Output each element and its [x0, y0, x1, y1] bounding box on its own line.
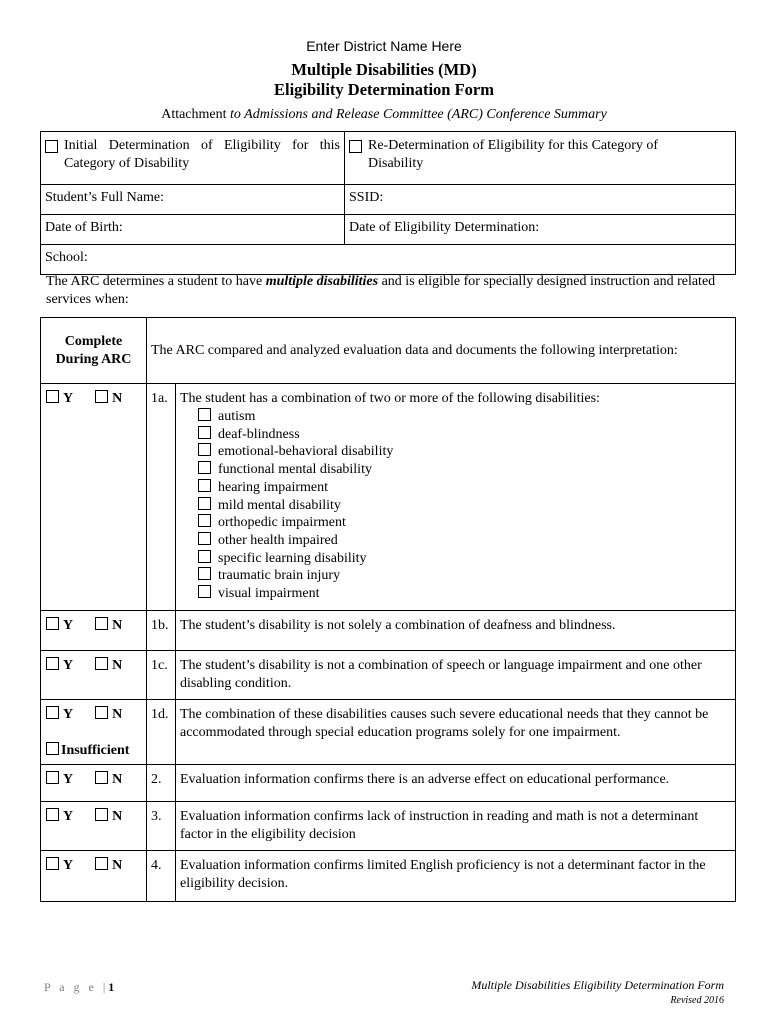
- eligibility-date-label: Date of Eligibility Determination:: [349, 220, 540, 235]
- yes-checkbox-1c[interactable]: [46, 657, 59, 670]
- yes-checkbox-1a[interactable]: [46, 390, 59, 403]
- list-item[interactable]: emotional-behavioral disability: [198, 443, 731, 461]
- intro-paragraph: [46, 273, 726, 309]
- yes-checkbox-1d[interactable]: [46, 706, 59, 719]
- no-checkbox-1c[interactable]: [95, 657, 108, 670]
- yn-cell-1a: Y N: [41, 384, 147, 611]
- form-title-line1: Multiple Disabilities (MD): [291, 60, 477, 79]
- row-number-2: 2.: [147, 765, 176, 802]
- row-number-1c: 1c.: [147, 651, 176, 700]
- disability-checkbox[interactable]: [198, 443, 211, 456]
- yn-cell-1b: Y N: [41, 611, 147, 651]
- no-checkbox-1d[interactable]: [95, 706, 108, 719]
- no-checkbox-1b[interactable]: [95, 617, 108, 630]
- row-text-1c: The student’s disability is not a combination of speech or language impairment and one other disabling condition.: [176, 651, 736, 700]
- attachment-prefix: Attachment: [161, 107, 227, 122]
- row-text-1d: The combination of these disabilities causes such severe educational needs that they cannot be accommodated through special education programs solely for one impairment.: [176, 700, 736, 765]
- disability-checkbox[interactable]: [198, 408, 211, 421]
- page-footer: [44, 980, 114, 995]
- row-text-2: Evaluation information confirms there is an adverse effect on educational performance.: [176, 765, 736, 802]
- row-text-1a: [176, 384, 736, 611]
- row-text-1a-lead: The student has a combination of two or more of the following disabilities:: [180, 391, 600, 406]
- yn-cell-3: Y N: [41, 802, 147, 851]
- yn-cell-2: Y N: [41, 765, 147, 802]
- redetermination-label: Re-Determination of Eligibility for this Category of Disability: [368, 138, 659, 171]
- disability-list: [198, 408, 731, 603]
- form-footer: [471, 978, 724, 1006]
- intro-before: The ARC determines a student to have: [46, 274, 266, 289]
- redetermination-checkbox[interactable]: [349, 140, 362, 153]
- no-checkbox-4[interactable]: [95, 857, 108, 870]
- insufficient-label: Insufficient: [61, 743, 130, 758]
- yn-cell-1d: Y N Insufficient: [41, 700, 147, 765]
- page-label: P a g e |: [44, 980, 109, 994]
- intro-after: and is eligible for specially designed instruction and related services when:: [46, 274, 716, 307]
- no-checkbox-1a[interactable]: [95, 390, 108, 403]
- disability-checkbox[interactable]: [198, 567, 211, 580]
- disability-checkbox[interactable]: [198, 426, 211, 439]
- disability-checkbox[interactable]: [198, 461, 211, 474]
- list-item[interactable]: visual impairment: [198, 585, 731, 603]
- list-item[interactable]: deaf-blindness: [198, 426, 731, 444]
- attachment-line: [0, 107, 768, 123]
- redetermination-cell: [345, 132, 736, 185]
- no-checkbox-3[interactable]: [95, 808, 108, 821]
- student-name-label: Student’s Full Name:: [45, 190, 164, 205]
- list-item[interactable]: orthopedic impairment: [198, 514, 731, 532]
- form-name-footer: Multiple Disabilities Eligibility Determination Form: [471, 978, 724, 992]
- row-number-1b: 1b.: [147, 611, 176, 651]
- row-number-4: 4.: [147, 851, 176, 902]
- eligibility-date-field[interactable]: [345, 215, 736, 245]
- list-item[interactable]: traumatic brain injury: [198, 567, 731, 585]
- list-item[interactable]: functional mental disability: [198, 461, 731, 479]
- row-number-3: 3.: [147, 802, 176, 851]
- dob-label: Date of Birth:: [45, 220, 123, 235]
- col-header-interpretation: The ARC compared and analyzed evaluation data and documents the following interpretation:: [147, 318, 736, 384]
- student-info-table: [40, 131, 736, 275]
- row-text-4: Evaluation information confirms limited English proficiency is not a determinant factor in the eligibility decision.: [176, 851, 736, 902]
- row-text-1b: The student’s disability is not solely a combination of deafness and blindness.: [176, 611, 736, 651]
- page-number: 1: [108, 980, 115, 994]
- disability-checkbox[interactable]: [198, 497, 211, 510]
- district-name: Enter District Name Here: [306, 38, 462, 54]
- school-field[interactable]: [41, 245, 736, 275]
- yn-cell-1c: Y N: [41, 651, 147, 700]
- initial-determination-label: Initial Determination of Eligibility for this Category of Disability: [64, 138, 340, 171]
- criteria-table: [40, 317, 736, 902]
- yes-checkbox-4[interactable]: [46, 857, 59, 870]
- row-number-1d: 1d.: [147, 700, 176, 765]
- disability-checkbox[interactable]: [198, 550, 211, 563]
- ssid-label: SSID:: [349, 190, 384, 205]
- row-text-3: Evaluation information confirms lack of instruction in reading and math is not a determinant factor in the eligibility decision: [176, 802, 736, 851]
- list-item[interactable]: specific learning disability: [198, 550, 731, 568]
- disability-checkbox[interactable]: [198, 532, 211, 545]
- dob-field[interactable]: [41, 215, 345, 245]
- insufficient-checkbox-1d[interactable]: [46, 742, 59, 755]
- list-item[interactable]: hearing impairment: [198, 479, 731, 497]
- no-checkbox-2[interactable]: [95, 771, 108, 784]
- school-label: School:: [45, 250, 88, 265]
- attachment-italic: to Admissions and Release Committee (ARC) Conference Summary: [230, 107, 607, 122]
- form-title-line2: Eligibility Determination Form: [274, 80, 494, 99]
- yes-checkbox-2[interactable]: [46, 771, 59, 784]
- student-name-field[interactable]: [41, 185, 345, 215]
- list-item[interactable]: mild mental disability: [198, 497, 731, 515]
- yes-checkbox-3[interactable]: [46, 808, 59, 821]
- disability-checkbox[interactable]: [198, 514, 211, 527]
- ssid-field[interactable]: [345, 185, 736, 215]
- col-header-complete: Complete During ARC: [41, 318, 147, 384]
- revised-date: Revised 2016: [670, 995, 724, 1006]
- list-item[interactable]: other health impaired: [198, 532, 731, 550]
- yn-cell-4: Y N: [41, 851, 147, 902]
- disability-checkbox[interactable]: [198, 585, 211, 598]
- row-number-1a: 1a.: [147, 384, 176, 611]
- list-item[interactable]: autism: [198, 408, 731, 426]
- yes-checkbox-1b[interactable]: [46, 617, 59, 630]
- intro-emphasis: multiple disabilities: [265, 274, 379, 289]
- disability-checkbox[interactable]: [198, 479, 211, 492]
- initial-determination-checkbox[interactable]: [45, 140, 58, 153]
- initial-determination-cell: [41, 132, 345, 185]
